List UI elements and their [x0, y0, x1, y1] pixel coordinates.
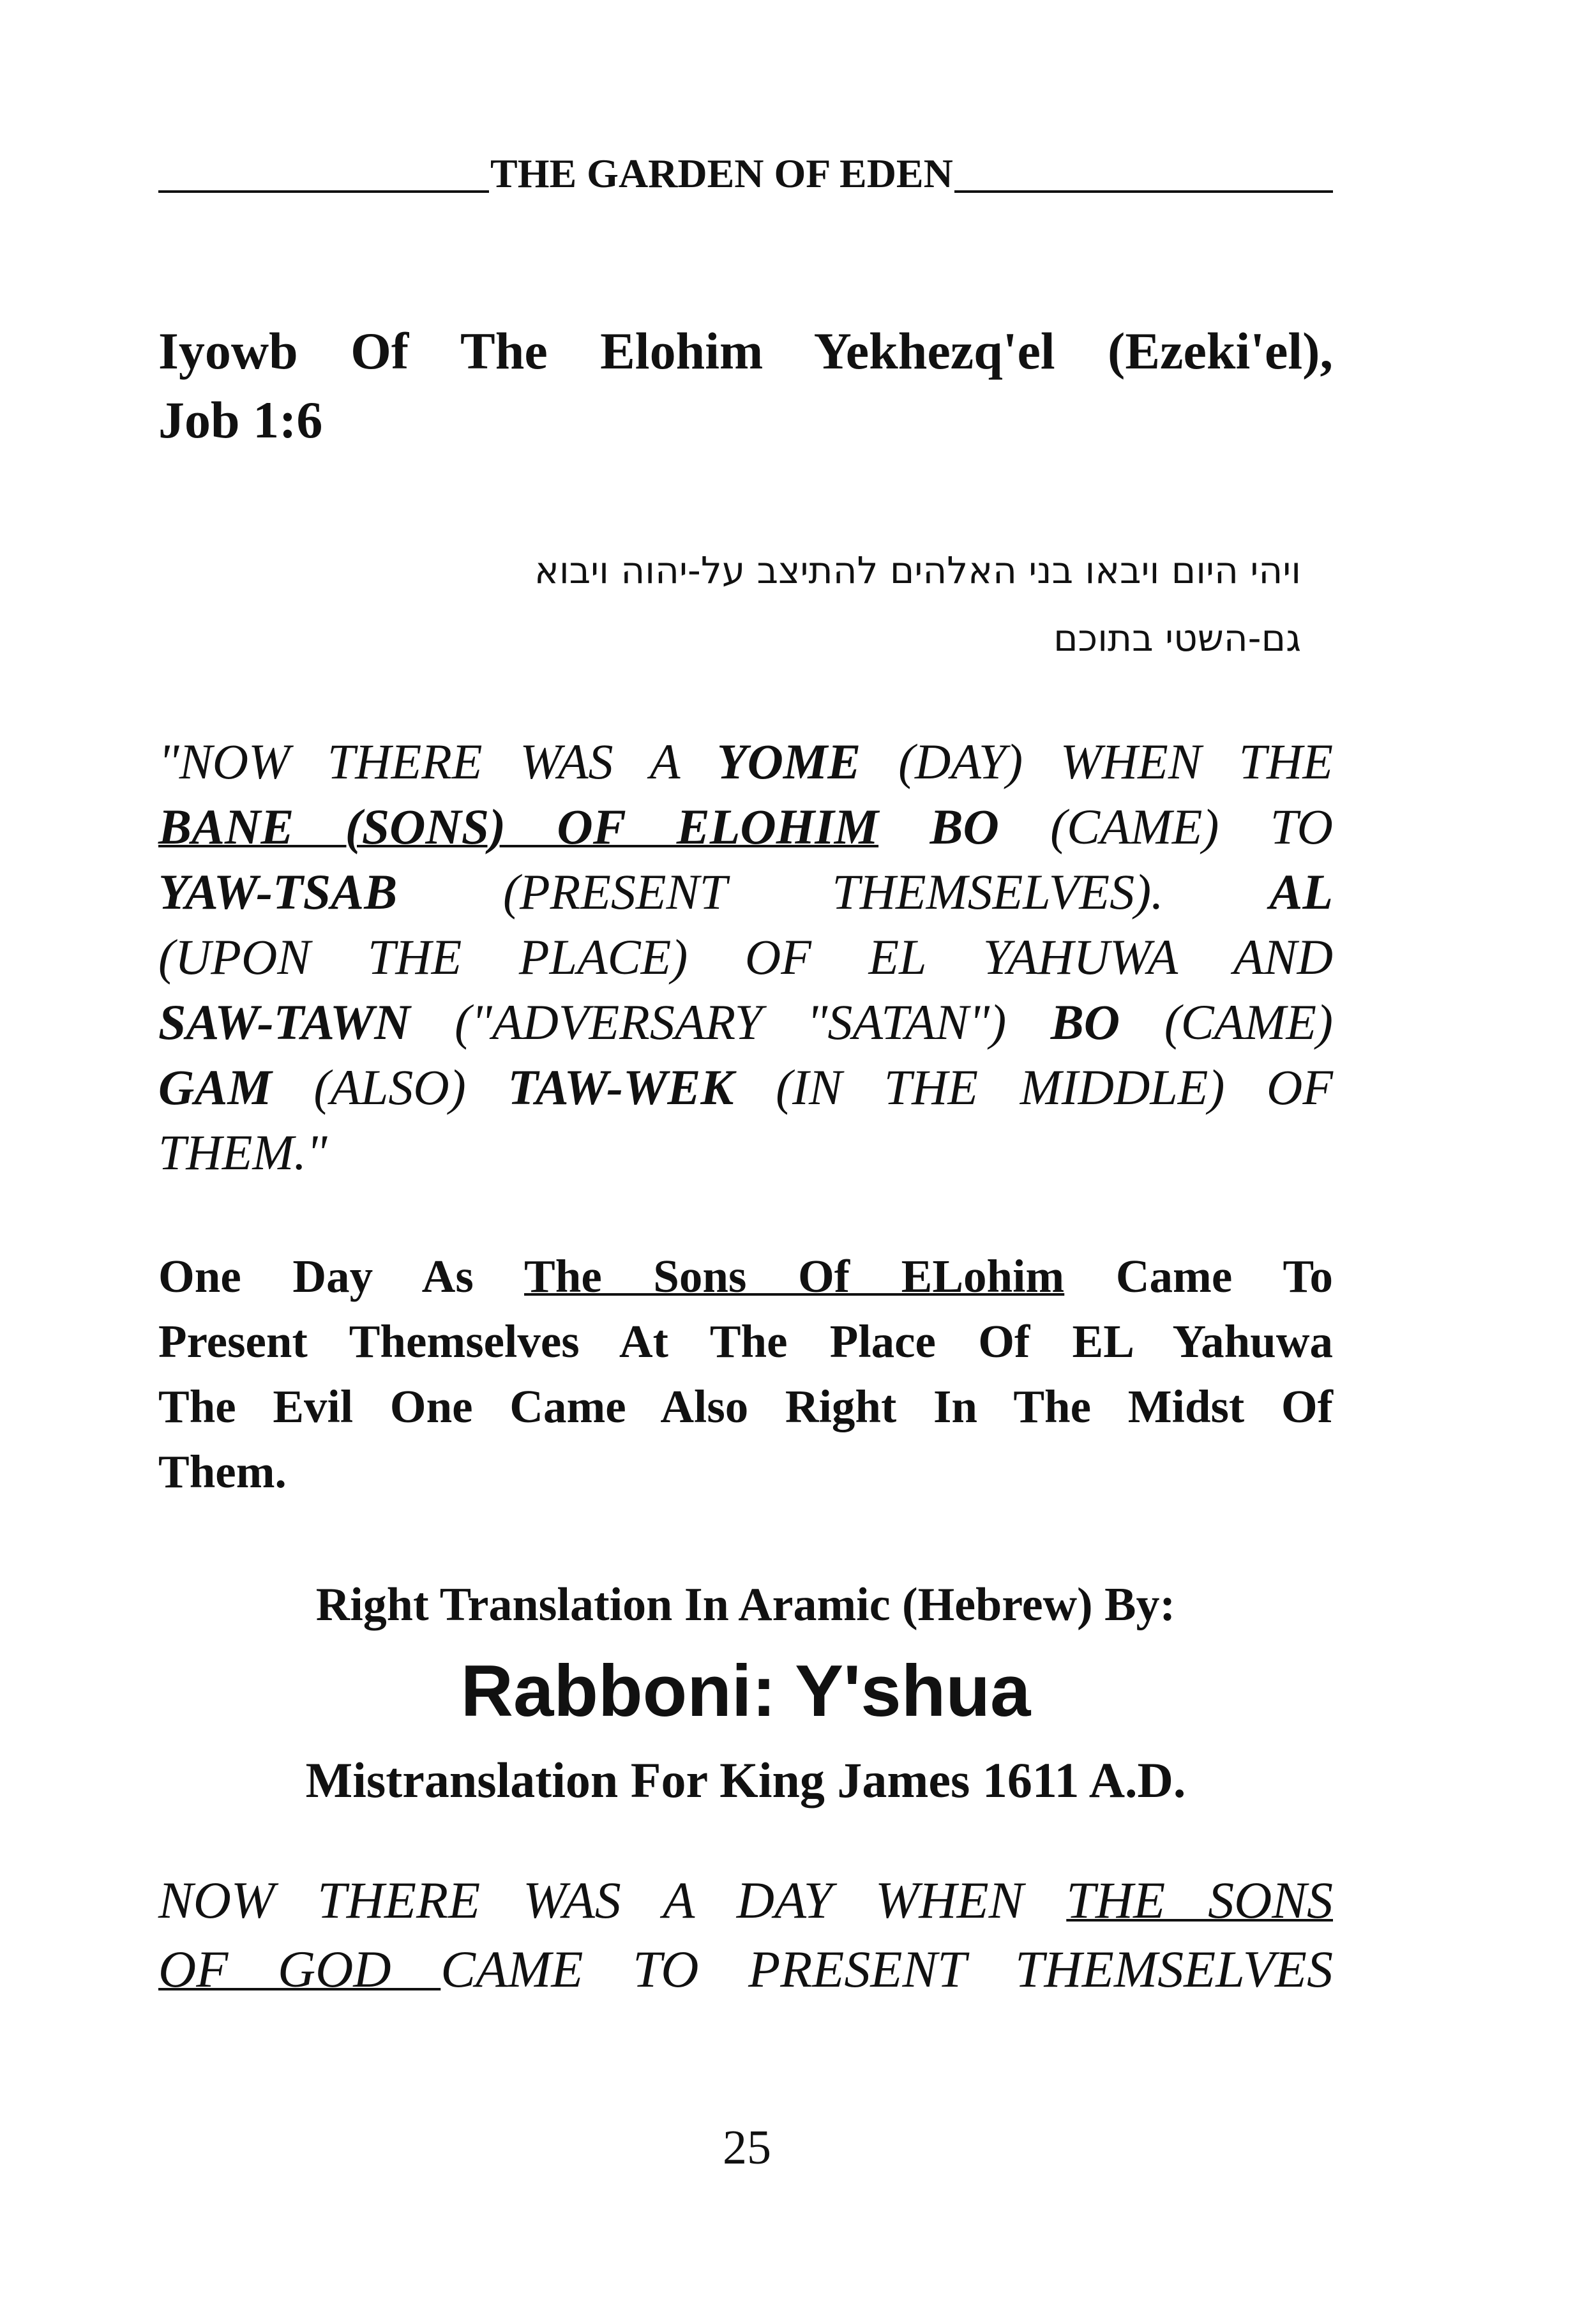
paraphrase-line: One Day As The Sons Of ELohim Came To — [158, 1250, 1333, 1302]
hebrew-verse-line-2: גם-השטי בתוכם — [1053, 616, 1301, 660]
verse-reference-line-2: Job 1:6 — [158, 391, 323, 449]
translation-credit-heading: Right Translation In Aramic (Hebrew) By: — [315, 1579, 1176, 1631]
hebrew-verse-line-1: ויהי היום ויבאו בני האלהים להתיצב על-יהוה ויבוא — [534, 549, 1301, 592]
kjv-line-2: OF GOD CAME TO PRESENT THEMSELVES — [158, 1940, 1333, 1998]
kjv-line-1: NOW THERE WAS A DAY WHEN THE SONS — [158, 1871, 1333, 1929]
transliteration-line: GAM (ALSO) TAW-WEK (IN THE MIDDLE) OF — [158, 1059, 1333, 1115]
mistranslation-note: Mistranslation For King James 1611 A.D. — [305, 1752, 1186, 1808]
running-head — [158, 153, 1333, 194]
paraphrase-line: The Evil One Came Also Right In The Midst Of — [158, 1381, 1333, 1432]
translator-name: Rabboni: Y'shua — [460, 1651, 1031, 1732]
running-head-rule-right — [954, 190, 1333, 193]
paraphrase-line: Present Themselves At The Place Of EL Yahuwa — [158, 1315, 1333, 1367]
transliteration-line: SAW-TAWN ("ADVERSARY "SATAN") BO (CAME) — [158, 994, 1333, 1050]
verse-reference-line-1: Iyowb Of The Elohim Yekhezq'el (Ezeki'el), — [158, 322, 1333, 380]
transliteration-paragraph — [158, 729, 1333, 1185]
verse-reference — [158, 317, 1333, 455]
transliteration-line: "NOW THERE WAS A YOME (DAY) WHEN THE — [158, 734, 1333, 789]
kjv-verse — [158, 1866, 1333, 2004]
transliteration-line: (UPON THE PLACE) OF EL YAHUWA AND — [158, 929, 1333, 985]
hebrew-verse — [158, 536, 1301, 672]
transliteration-line: BANE (SONS) OF ELOHIM BO (CAME) TO — [158, 799, 1333, 854]
paraphrase-line: Them. — [158, 1446, 287, 1497]
paraphrase-paragraph — [158, 1244, 1333, 1505]
page-number: 25 — [723, 2121, 771, 2174]
running-head-title: THE GARDEN OF EDEN — [490, 151, 953, 196]
transliteration-line: YAW-TSAB (PRESENT THEMSELVES). AL — [158, 864, 1333, 920]
running-head-rule-left — [158, 190, 489, 193]
transliteration-line: THEM." — [158, 1125, 327, 1180]
